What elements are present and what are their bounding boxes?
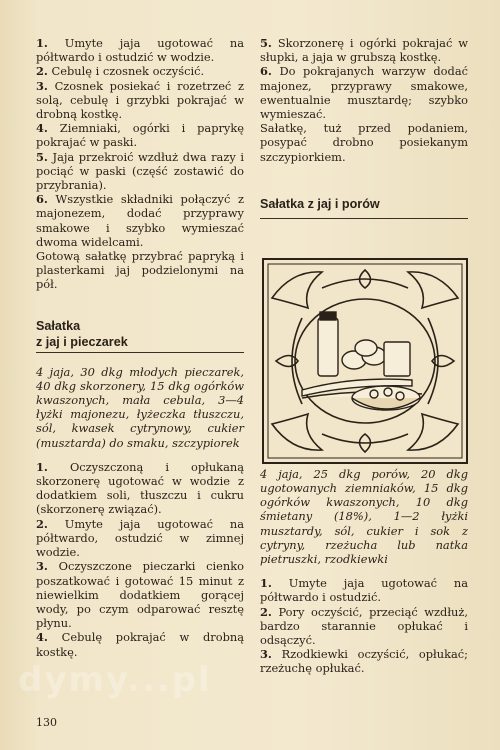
step-text: Czosnek posiekać i rozetrzeć z solą, cebulę i grzybki pokrajać w drobną kostkę. [36,78,244,122]
step-text: Oczyszczoną i opłukaną skorzonerę ugotować w wodzie z dodatkiem soli, tłuszczu i cukru (skorzonerę związać). [36,459,244,517]
step-text: Rzodkiewki oczyścić, opłukać; rzeżuchę opłukać. [260,647,468,676]
recipe-step [260,647,468,675]
recipe-step [36,36,244,64]
watermark: dymy...pl [18,660,212,700]
recipe-b-title-line1: Sałatka [36,318,81,333]
step-text: Skorzonerę i ogórki pokrajać w słupki, a jaja w grubszą kostkę. [260,36,468,65]
step-number: 3. [36,78,48,93]
step-number: 4. [36,630,48,645]
step-text: Umyte jaja ugotować na półtwardo i ostudzić w wodzie. [36,36,244,65]
step-number: 6. [36,192,48,207]
step-number: 3. [260,647,272,662]
step-number: 2. [36,64,48,79]
recipe-step [36,630,244,658]
step-text: Cebulę i czosnek oczyścić. [51,64,205,79]
step-text: Pory oczyścić, przeciąć wzdłuż, bardzo starannie opłukać i odsączyć. [260,604,468,648]
step-text: Umyte jaja ugotować na półtwardo i ostudzić. [260,576,468,605]
recipe-step [260,605,468,648]
recipe-step [36,121,244,149]
recipe-c-steps [260,576,468,675]
step-number: 2. [260,604,272,619]
step-text: Ziemniaki, ogórki i paprykę pokrajać w paski. [36,121,245,150]
recipe-step [36,559,244,630]
recipe-a-note: Gotową sałatkę przybrać papryką i plasterkami jaj podzielonymi na pół. [36,249,244,292]
step-number: 1. [36,459,48,474]
step-text: Jaja przekroić wzdłuż dwa razy i pociąć w paski (część zostawić do przybrania). [36,149,245,193]
recipe-step [36,150,244,193]
step-number: 5. [36,149,48,164]
recipe-step [260,576,468,604]
step-number: 5. [260,36,272,50]
recipe-c-ingredients: 4 jaja, 25 dkg porów, 20 dkg ugotowanych ziemniaków, 15 dkg ogórków kwaszonych, 10 dkg śmietany (18%), 1—2 łyżki musztardy, sól, cukier i sok z cytryny, rzeżucha lub natka pietruszki, rzodkiewki [260,466,468,567]
recipe-b-steps-continued [260,36,468,121]
recipe-step [36,64,244,78]
step-text: Cebulę pokrajać w drobną kostkę. [36,630,244,659]
recipe-step [36,192,244,249]
recipe-b-title-line2: z jaj i pieczarek [36,334,128,349]
recipe-step [36,517,244,560]
recipe-b-note: Sałatkę, tuż przed podaniem, posypać drobno posiekanym szczypiorkiem. [260,121,468,164]
recipe-step [260,64,468,121]
recipe-b-steps [36,460,244,659]
salad-illustration [262,258,468,464]
recipe-c-title: Sałatka z jaj i porów [260,196,380,211]
recipe-step [36,460,244,517]
recipe-a-steps [36,36,244,249]
step-number: 2. [36,516,48,531]
step-text: Oczyszczone pieczarki cienko poszatkować i gotować 15 minut z niewielkim dodatkiem gorącej wody, po czym odparować resztę płynu. [36,559,244,631]
page-number: 130 [36,716,57,729]
step-number: 1. [260,576,272,591]
recipe-step [260,36,468,64]
step-text: Wszystkie składniki połączyć z majonezem, dodać przyprawy smakowe i szybko wymieszać dwoma widelcami. [36,192,244,249]
recipe-b-ingredients: 4 jaja, 30 dkg młodych pieczarek, 40 dkg skorzonery, 15 dkg ogórków kwaszonych, mała cebula, 3—4 łyżki majonezu, łyżeczka tłuszczu, sól, kwasek cytrynowy, cukier (musztarda) do smaku, szczypiorek [36,364,244,450]
step-number: 4. [36,121,48,136]
step-text: Umyte jaja ugotować na półtwardo, ostudzić w zimnej wodzie. [36,516,244,560]
step-text: Do pokrajanych warzyw dodać majonez, przyprawy smakowe, ewentualnie musztardę; szybko wymieszać. [260,64,469,122]
left-column [36,36,244,659]
step-number: 6. [260,64,272,79]
step-number: 1. [36,36,48,50]
recipe-step [36,79,244,122]
step-number: 3. [36,559,48,574]
